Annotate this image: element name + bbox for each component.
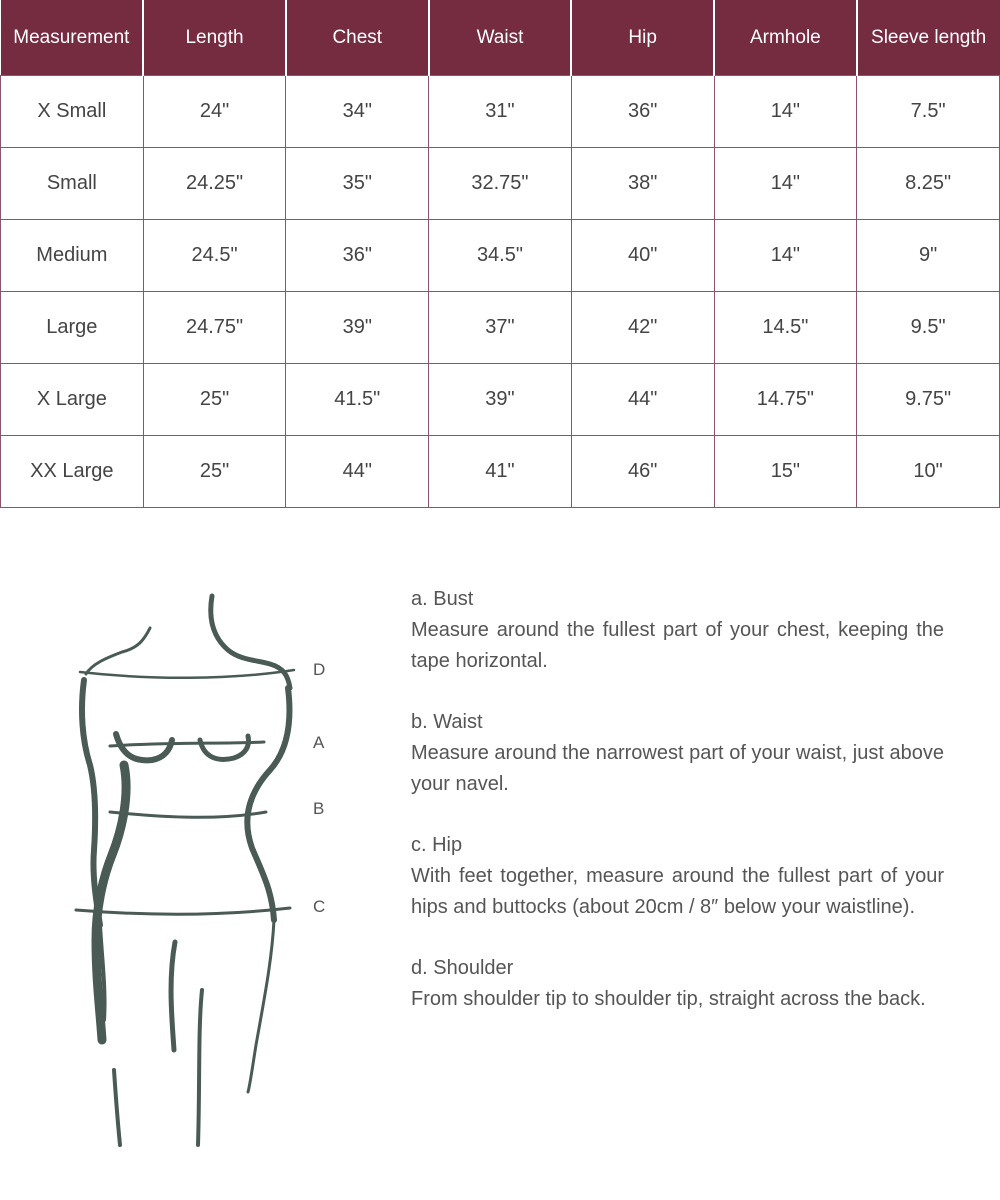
table-cell: 44": [571, 364, 714, 436]
row-label: Large: [1, 292, 144, 364]
table-cell: 39": [429, 364, 572, 436]
instruction-waist: [411, 707, 944, 800]
header-measurement: Measurement: [1, 0, 144, 76]
table-row: [1, 76, 1000, 148]
instruction-description: With feet together, measure around the fullest part of your hips and buttocks (about 20cm / 8″ below your waistline).: [411, 865, 944, 918]
table-cell: 34": [286, 76, 429, 148]
instruction-title: d. Shoulder: [411, 957, 514, 979]
table-cell: 15": [714, 436, 857, 508]
table-cell: 9": [857, 220, 1000, 292]
instruction-hip: [411, 830, 944, 923]
table-cell: 44": [286, 436, 429, 508]
size-chart-table: [0, 0, 1000, 508]
table-cell: 34.5": [429, 220, 572, 292]
instruction-title: a. Bust: [411, 588, 474, 610]
header-hip: Hip: [571, 0, 714, 76]
instruction-title: b. Waist: [411, 711, 483, 733]
figure-label-c: C: [313, 897, 326, 916]
table-row: [1, 292, 1000, 364]
table-cell: 25": [143, 364, 286, 436]
row-label: X Large: [1, 364, 144, 436]
table-cell: 9.75": [857, 364, 1000, 436]
table-cell: 24": [143, 76, 286, 148]
header-sleeve-length: Sleeve length: [857, 0, 1000, 76]
row-label: Medium: [1, 220, 144, 292]
table-cell: 14": [714, 148, 857, 220]
body-measurement-outline-icon: [60, 580, 360, 1160]
table-cell: 46": [571, 436, 714, 508]
table-cell: 14": [714, 220, 857, 292]
table-cell: 24.75": [143, 292, 286, 364]
instruction-shoulder: [411, 953, 944, 1015]
table-cell: 41": [429, 436, 572, 508]
instruction-description: Measure around the narrowest part of your waist, just above your navel.: [411, 742, 944, 795]
table-cell: 36": [571, 76, 714, 148]
figure-label-d: D: [313, 660, 326, 679]
table-cell: 42": [571, 292, 714, 364]
header-length: Length: [143, 0, 286, 76]
table-cell: 24.25": [143, 148, 286, 220]
header-waist: Waist: [429, 0, 572, 76]
table-cell: 14": [714, 76, 857, 148]
table-row: [1, 364, 1000, 436]
table-cell: 25": [143, 436, 286, 508]
table-row: [1, 148, 1000, 220]
table-cell: 31": [429, 76, 572, 148]
table-cell: 14.5": [714, 292, 857, 364]
table-cell: 40": [571, 220, 714, 292]
table-cell: 24.5": [143, 220, 286, 292]
instruction-description: Measure around the fullest part of your chest, keeping the tape horizontal.: [411, 619, 944, 672]
table-row: [1, 436, 1000, 508]
instruction-bust: [411, 584, 944, 677]
table-cell: 35": [286, 148, 429, 220]
table-cell: 9.5": [857, 292, 1000, 364]
table-cell: 39": [286, 292, 429, 364]
figure-label-a: A: [313, 733, 325, 752]
table-cell: 41.5": [286, 364, 429, 436]
table-cell: 10": [857, 436, 1000, 508]
row-label: XX Large: [1, 436, 144, 508]
instruction-title: c. Hip: [411, 834, 463, 856]
table-header-row: [1, 0, 1000, 76]
header-armhole: Armhole: [714, 0, 857, 76]
table-cell: 8.25": [857, 148, 1000, 220]
row-label: Small: [1, 148, 144, 220]
header-chest: Chest: [286, 0, 429, 76]
row-label: X Small: [1, 76, 144, 148]
body-measurement-figure: [60, 580, 360, 1160]
table-cell: 32.75": [429, 148, 572, 220]
table-cell: 36": [286, 220, 429, 292]
table-cell: 7.5": [857, 76, 1000, 148]
table-row: [1, 220, 1000, 292]
table-cell: 38": [571, 148, 714, 220]
measurement-instructions: [411, 584, 944, 1045]
table-cell: 37": [429, 292, 572, 364]
instruction-description: From shoulder tip to shoulder tip, straight across the back.: [411, 988, 926, 1010]
table-cell: 14.75": [714, 364, 857, 436]
figure-label-b: B: [313, 799, 325, 818]
